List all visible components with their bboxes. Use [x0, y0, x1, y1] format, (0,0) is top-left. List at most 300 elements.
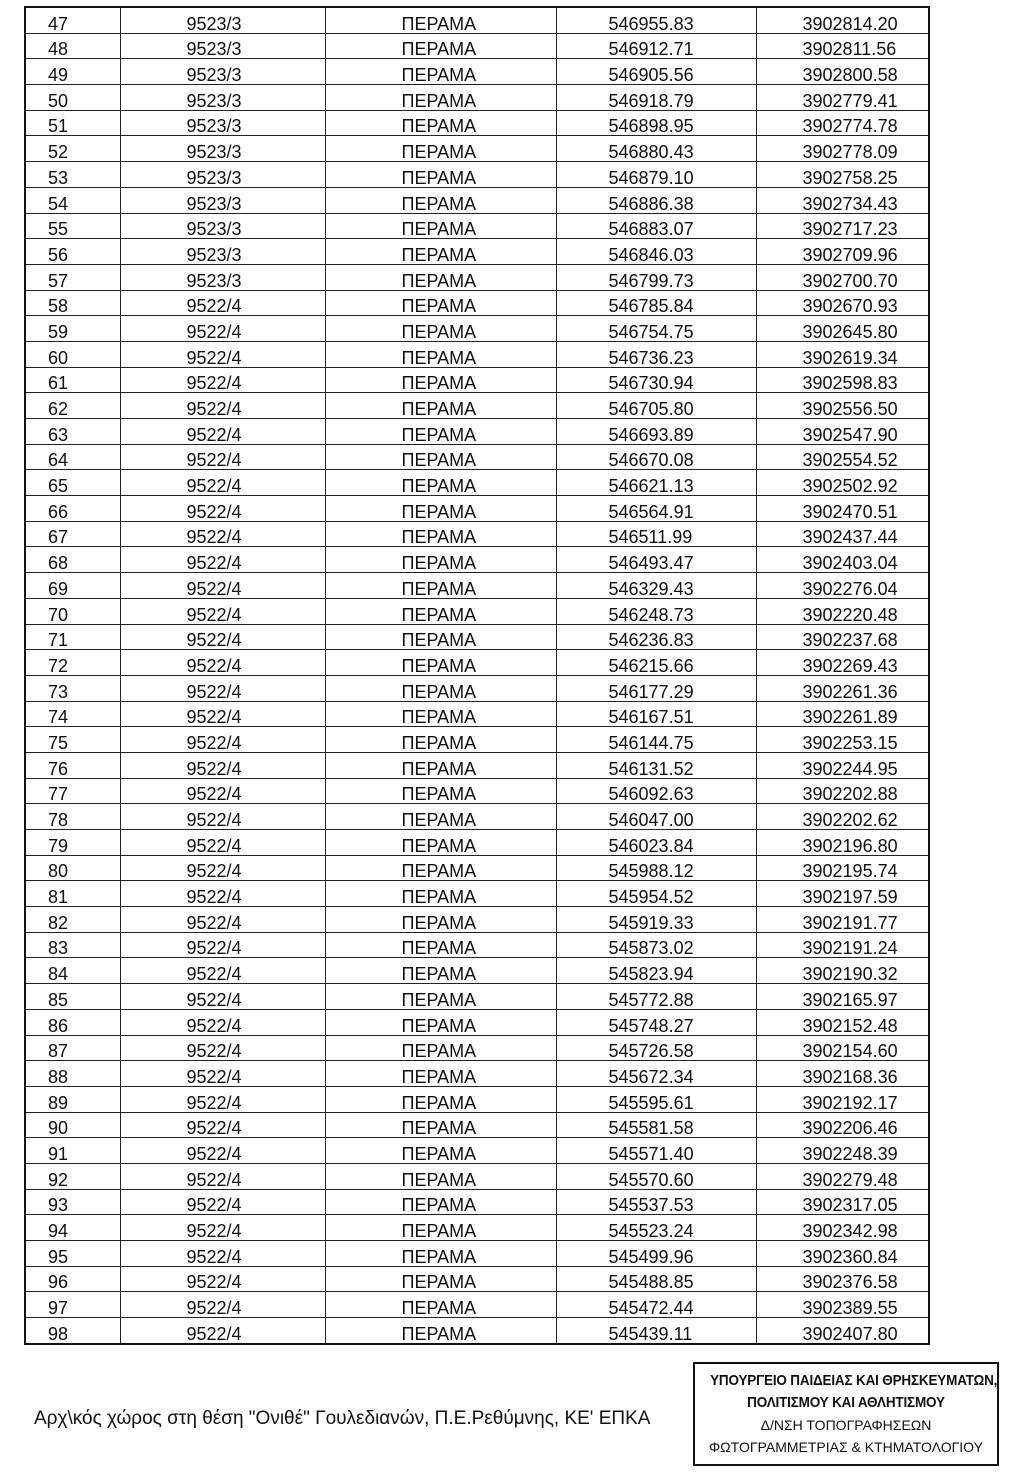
y-coordinate-cell: 3902317.05 — [756, 1189, 929, 1215]
x-coordinate-cell: 546879.10 — [556, 162, 756, 188]
table-row — [25, 1163, 929, 1189]
parcel-cell: 9522/4 — [120, 804, 325, 830]
point-number-cell: 89 — [25, 1086, 120, 1112]
table-row — [25, 1138, 929, 1164]
point-number-cell: 66 — [25, 496, 120, 522]
parcel-cell: 9522/4 — [120, 907, 325, 933]
x-coordinate-cell: 546883.07 — [556, 213, 756, 239]
table-row — [25, 341, 929, 367]
y-coordinate-cell: 3902276.04 — [756, 573, 929, 599]
parcel-cell: 9522/4 — [120, 830, 325, 856]
point-number-cell: 76 — [25, 752, 120, 778]
point-number-cell: 94 — [25, 1215, 120, 1241]
point-number-cell: 68 — [25, 547, 120, 573]
y-coordinate-cell: 3902220.48 — [756, 598, 929, 624]
x-coordinate-cell: 545472.44 — [556, 1292, 756, 1318]
table-row — [25, 1112, 929, 1138]
location-cell: ΠΕΡΑΜΑ — [325, 367, 556, 393]
location-cell: ΠΕΡΑΜΑ — [325, 727, 556, 753]
location-cell: ΠΕΡΑΜΑ — [325, 213, 556, 239]
y-coordinate-cell: 3902800.58 — [756, 59, 929, 85]
point-number-cell: 71 — [25, 624, 120, 650]
location-cell: ΠΕΡΑΜΑ — [325, 804, 556, 830]
location-cell: ΠΕΡΑΜΑ — [325, 470, 556, 496]
parcel-cell: 9522/4 — [120, 984, 325, 1010]
point-number-cell: 85 — [25, 984, 120, 1010]
point-number-cell: 47 — [25, 7, 120, 33]
parcel-cell: 9522/4 — [120, 290, 325, 316]
table-row — [25, 855, 929, 881]
x-coordinate-cell: 545772.88 — [556, 984, 756, 1010]
location-cell: ΠΕΡΑΜΑ — [325, 341, 556, 367]
location-cell: ΠΕΡΑΜΑ — [325, 958, 556, 984]
x-coordinate-cell: 546754.75 — [556, 316, 756, 342]
location-cell: ΠΕΡΑΜΑ — [325, 881, 556, 907]
y-coordinate-cell: 3902191.24 — [756, 932, 929, 958]
location-cell: ΠΕΡΑΜΑ — [325, 1086, 556, 1112]
x-coordinate-cell: 546167.51 — [556, 701, 756, 727]
point-number-cell: 60 — [25, 341, 120, 367]
y-coordinate-cell: 3902598.83 — [756, 367, 929, 393]
point-number-cell: 91 — [25, 1138, 120, 1164]
point-number-cell: 52 — [25, 136, 120, 162]
parcel-cell: 9522/4 — [120, 1292, 325, 1318]
table-row — [25, 1292, 929, 1318]
y-coordinate-cell: 3902376.58 — [756, 1266, 929, 1292]
x-coordinate-cell: 546918.79 — [556, 85, 756, 111]
x-coordinate-cell: 546023.84 — [556, 830, 756, 856]
y-coordinate-cell: 3902437.44 — [756, 521, 929, 547]
x-coordinate-cell: 545439.11 — [556, 1318, 756, 1344]
x-coordinate-cell: 546511.99 — [556, 521, 756, 547]
table-row — [25, 1086, 929, 1112]
x-coordinate-cell: 546886.38 — [556, 187, 756, 213]
table-row — [25, 1266, 929, 1292]
y-coordinate-cell: 3902261.89 — [756, 701, 929, 727]
x-coordinate-cell: 545919.33 — [556, 907, 756, 933]
parcel-cell: 9522/4 — [120, 958, 325, 984]
y-coordinate-cell: 3902195.74 — [756, 855, 929, 881]
parcel-cell: 9522/4 — [120, 675, 325, 701]
x-coordinate-cell: 546693.89 — [556, 419, 756, 445]
table-row — [25, 804, 929, 830]
x-coordinate-cell: 545873.02 — [556, 932, 756, 958]
x-coordinate-cell: 546736.23 — [556, 341, 756, 367]
table-row — [25, 239, 929, 265]
x-coordinate-cell: 546493.47 — [556, 547, 756, 573]
y-coordinate-cell: 3902152.48 — [756, 1009, 929, 1035]
table-row — [25, 701, 929, 727]
y-coordinate-cell: 3902237.68 — [756, 624, 929, 650]
location-cell: ΠΕΡΑΜΑ — [325, 393, 556, 419]
parcel-cell: 9522/4 — [120, 1035, 325, 1061]
parcel-cell: 9523/3 — [120, 7, 325, 33]
point-number-cell: 80 — [25, 855, 120, 881]
parcel-cell: 9522/4 — [120, 881, 325, 907]
y-coordinate-cell: 3902403.04 — [756, 547, 929, 573]
x-coordinate-cell: 546799.73 — [556, 264, 756, 290]
parcel-cell: 9522/4 — [120, 341, 325, 367]
parcel-cell: 9522/4 — [120, 444, 325, 470]
location-cell: ΠΕΡΑΜΑ — [325, 162, 556, 188]
x-coordinate-cell: 545488.85 — [556, 1266, 756, 1292]
point-number-cell: 56 — [25, 239, 120, 265]
parcel-cell: 9522/4 — [120, 855, 325, 881]
location-cell: ΠΕΡΑΜΑ — [325, 1318, 556, 1344]
table-row — [25, 650, 929, 676]
y-coordinate-cell: 3902342.98 — [756, 1215, 929, 1241]
y-coordinate-cell: 3902389.55 — [756, 1292, 929, 1318]
y-coordinate-cell: 3902814.20 — [756, 7, 929, 33]
point-number-cell: 70 — [25, 598, 120, 624]
table-row — [25, 367, 929, 393]
table-row — [25, 830, 929, 856]
point-number-cell: 57 — [25, 264, 120, 290]
table-row — [25, 547, 929, 573]
y-coordinate-cell: 3902556.50 — [756, 393, 929, 419]
y-coordinate-cell: 3902253.15 — [756, 727, 929, 753]
y-coordinate-cell: 3902206.46 — [756, 1112, 929, 1138]
location-cell: ΠΕΡΑΜΑ — [325, 624, 556, 650]
parcel-cell: 9522/4 — [120, 393, 325, 419]
y-coordinate-cell: 3902248.39 — [756, 1138, 929, 1164]
y-coordinate-cell: 3902269.43 — [756, 650, 929, 676]
point-number-cell: 62 — [25, 393, 120, 419]
location-cell: ΠΕΡΑΜΑ — [325, 496, 556, 522]
point-number-cell: 63 — [25, 419, 120, 445]
point-number-cell: 88 — [25, 1061, 120, 1087]
parcel-cell: 9523/3 — [120, 85, 325, 111]
table-row — [25, 521, 929, 547]
y-coordinate-cell: 3902645.80 — [756, 316, 929, 342]
parcel-cell: 9522/4 — [120, 470, 325, 496]
location-cell: ΠΕΡΑΜΑ — [325, 752, 556, 778]
location-cell: ΠΕΡΑΜΑ — [325, 1112, 556, 1138]
y-coordinate-cell: 3902470.51 — [756, 496, 929, 522]
y-coordinate-cell: 3902717.23 — [756, 213, 929, 239]
point-number-cell: 49 — [25, 59, 120, 85]
point-number-cell: 59 — [25, 316, 120, 342]
parcel-cell: 9522/4 — [120, 367, 325, 393]
parcel-cell: 9522/4 — [120, 701, 325, 727]
point-number-cell: 97 — [25, 1292, 120, 1318]
table-row — [25, 881, 929, 907]
y-coordinate-cell: 3902758.25 — [756, 162, 929, 188]
y-coordinate-cell: 3902168.36 — [756, 1061, 929, 1087]
x-coordinate-cell: 546215.66 — [556, 650, 756, 676]
location-cell: ΠΕΡΑΜΑ — [325, 1009, 556, 1035]
x-coordinate-cell: 545537.53 — [556, 1189, 756, 1215]
y-coordinate-cell: 3902700.70 — [756, 264, 929, 290]
point-number-cell: 78 — [25, 804, 120, 830]
table-row — [25, 907, 929, 933]
parcel-cell: 9523/3 — [120, 33, 325, 59]
point-number-cell: 61 — [25, 367, 120, 393]
y-coordinate-cell: 3902779.41 — [756, 85, 929, 111]
parcel-cell: 9522/4 — [120, 727, 325, 753]
point-number-cell: 69 — [25, 573, 120, 599]
location-cell: ΠΕΡΑΜΑ — [325, 7, 556, 33]
location-cell: ΠΕΡΑΜΑ — [325, 136, 556, 162]
y-coordinate-cell: 3902202.88 — [756, 778, 929, 804]
point-number-cell: 83 — [25, 932, 120, 958]
location-cell: ΠΕΡΑΜΑ — [325, 1215, 556, 1241]
parcel-cell: 9522/4 — [120, 1215, 325, 1241]
table-row — [25, 59, 929, 85]
parcel-cell: 9522/4 — [120, 1189, 325, 1215]
x-coordinate-cell: 545581.58 — [556, 1112, 756, 1138]
point-number-cell: 98 — [25, 1318, 120, 1344]
x-coordinate-cell: 545823.94 — [556, 958, 756, 984]
y-coordinate-cell: 3902190.32 — [756, 958, 929, 984]
x-coordinate-cell: 546705.80 — [556, 393, 756, 419]
table-row — [25, 1241, 929, 1267]
table-row — [25, 624, 929, 650]
location-cell: ΠΕΡΑΜΑ — [325, 187, 556, 213]
y-coordinate-cell: 3902197.59 — [756, 881, 929, 907]
table-row — [25, 675, 929, 701]
table-row — [25, 958, 929, 984]
y-coordinate-cell: 3902261.36 — [756, 675, 929, 701]
x-coordinate-cell: 545499.96 — [556, 1241, 756, 1267]
table-row — [25, 213, 929, 239]
location-cell: ΠΕΡΑΜΑ — [325, 984, 556, 1010]
point-number-cell: 50 — [25, 85, 120, 111]
point-number-cell: 48 — [25, 33, 120, 59]
x-coordinate-cell: 546047.00 — [556, 804, 756, 830]
stamp-line-department: ΦΩΤΟΓΡΑΜΜΕΤΡΙΑΣ & ΚΤΗΜΑΤΟΛΟΓΙΟΥ — [709, 1439, 983, 1455]
table-row — [25, 187, 929, 213]
y-coordinate-cell: 3902154.60 — [756, 1035, 929, 1061]
parcel-cell: 9522/4 — [120, 1318, 325, 1344]
point-number-cell: 64 — [25, 444, 120, 470]
y-coordinate-cell: 3902554.52 — [756, 444, 929, 470]
table-row — [25, 393, 929, 419]
x-coordinate-cell: 546177.29 — [556, 675, 756, 701]
parcel-cell: 9522/4 — [120, 1241, 325, 1267]
x-coordinate-cell: 546730.94 — [556, 367, 756, 393]
location-cell: ΠΕΡΑΜΑ — [325, 239, 556, 265]
table-row — [25, 778, 929, 804]
y-coordinate-cell: 3902196.80 — [756, 830, 929, 856]
table-row — [25, 444, 929, 470]
parcel-cell: 9523/3 — [120, 162, 325, 188]
x-coordinate-cell: 546248.73 — [556, 598, 756, 624]
point-number-cell: 87 — [25, 1035, 120, 1061]
x-coordinate-cell: 545595.61 — [556, 1086, 756, 1112]
point-number-cell: 93 — [25, 1189, 120, 1215]
x-coordinate-cell: 545954.52 — [556, 881, 756, 907]
location-cell: ΠΕΡΑΜΑ — [325, 932, 556, 958]
parcel-cell: 9523/3 — [120, 136, 325, 162]
table-row — [25, 316, 929, 342]
location-cell: ΠΕΡΑΜΑ — [325, 701, 556, 727]
location-cell: ΠΕΡΑΜΑ — [325, 1138, 556, 1164]
x-coordinate-cell: 545726.58 — [556, 1035, 756, 1061]
parcel-cell: 9522/4 — [120, 496, 325, 522]
point-number-cell: 53 — [25, 162, 120, 188]
point-number-cell: 54 — [25, 187, 120, 213]
y-coordinate-cell: 3902502.92 — [756, 470, 929, 496]
x-coordinate-cell: 546670.08 — [556, 444, 756, 470]
location-cell: ΠΕΡΑΜΑ — [325, 650, 556, 676]
parcel-cell: 9522/4 — [120, 316, 325, 342]
x-coordinate-cell: 545571.40 — [556, 1138, 756, 1164]
point-number-cell: 58 — [25, 290, 120, 316]
parcel-cell: 9522/4 — [120, 1061, 325, 1087]
point-number-cell: 90 — [25, 1112, 120, 1138]
table-row — [25, 984, 929, 1010]
parcel-cell: 9522/4 — [120, 521, 325, 547]
x-coordinate-cell: 546144.75 — [556, 727, 756, 753]
table-row — [25, 419, 929, 445]
location-cell: ΠΕΡΑΜΑ — [325, 1292, 556, 1318]
point-number-cell: 74 — [25, 701, 120, 727]
location-cell: ΠΕΡΑΜΑ — [325, 264, 556, 290]
parcel-cell: 9523/3 — [120, 59, 325, 85]
table-row — [25, 1061, 929, 1087]
point-number-cell: 67 — [25, 521, 120, 547]
point-number-cell: 92 — [25, 1163, 120, 1189]
ministry-stamp — [693, 1362, 999, 1466]
y-coordinate-cell: 3902191.77 — [756, 907, 929, 933]
table-row — [25, 1215, 929, 1241]
table-row — [25, 727, 929, 753]
point-number-cell: 82 — [25, 907, 120, 933]
location-cell: ΠΕΡΑΜΑ — [325, 598, 556, 624]
location-cell: ΠΕΡΑΜΑ — [325, 675, 556, 701]
parcel-cell: 9522/4 — [120, 547, 325, 573]
location-cell: ΠΕΡΑΜΑ — [325, 85, 556, 111]
point-number-cell: 77 — [25, 778, 120, 804]
location-cell: ΠΕΡΑΜΑ — [325, 59, 556, 85]
x-coordinate-cell: 545748.27 — [556, 1009, 756, 1035]
table-row — [25, 598, 929, 624]
parcel-cell: 9523/3 — [120, 239, 325, 265]
table-row — [25, 33, 929, 59]
point-number-cell: 72 — [25, 650, 120, 676]
table-row — [25, 1009, 929, 1035]
y-coordinate-cell: 3902165.97 — [756, 984, 929, 1010]
coordinates-table — [24, 6, 930, 1345]
x-coordinate-cell: 545672.34 — [556, 1061, 756, 1087]
parcel-cell: 9522/4 — [120, 598, 325, 624]
x-coordinate-cell: 546236.83 — [556, 624, 756, 650]
parcel-cell: 9522/4 — [120, 1138, 325, 1164]
parcel-cell: 9523/3 — [120, 264, 325, 290]
y-coordinate-cell: 3902734.43 — [756, 187, 929, 213]
location-cell: ΠΕΡΑΜΑ — [325, 1266, 556, 1292]
point-number-cell: 51 — [25, 110, 120, 136]
y-coordinate-cell: 3902811.56 — [756, 33, 929, 59]
table-row — [25, 290, 929, 316]
location-cell: ΠΕΡΑΜΑ — [325, 1241, 556, 1267]
location-cell: ΠΕΡΑΜΑ — [325, 33, 556, 59]
y-coordinate-cell: 3902709.96 — [756, 239, 929, 265]
parcel-cell: 9523/3 — [120, 213, 325, 239]
coordinates-table-body — [25, 7, 929, 1344]
y-coordinate-cell: 3902547.90 — [756, 419, 929, 445]
y-coordinate-cell: 3902619.34 — [756, 341, 929, 367]
y-coordinate-cell: 3902192.17 — [756, 1086, 929, 1112]
table-row — [25, 932, 929, 958]
parcel-cell: 9523/3 — [120, 110, 325, 136]
y-coordinate-cell: 3902202.62 — [756, 804, 929, 830]
x-coordinate-cell: 546621.13 — [556, 470, 756, 496]
table-row — [25, 496, 929, 522]
location-cell: ΠΕΡΑΜΑ — [325, 1163, 556, 1189]
table-row — [25, 470, 929, 496]
parcel-cell: 9522/4 — [120, 1009, 325, 1035]
point-number-cell: 81 — [25, 881, 120, 907]
parcel-cell: 9522/4 — [120, 932, 325, 958]
location-cell: ΠΕΡΑΜΑ — [325, 830, 556, 856]
table-row — [25, 85, 929, 111]
parcel-cell: 9522/4 — [120, 752, 325, 778]
location-cell: ΠΕΡΑΜΑ — [325, 573, 556, 599]
location-cell: ΠΕΡΑΜΑ — [325, 521, 556, 547]
y-coordinate-cell: 3902279.48 — [756, 1163, 929, 1189]
table-row — [25, 1035, 929, 1061]
location-cell: ΠΕΡΑΜΑ — [325, 855, 556, 881]
point-number-cell: 96 — [25, 1266, 120, 1292]
x-coordinate-cell: 546905.56 — [556, 59, 756, 85]
parcel-cell: 9522/4 — [120, 419, 325, 445]
location-cell: ΠΕΡΑΜΑ — [325, 444, 556, 470]
parcel-cell: 9523/3 — [120, 187, 325, 213]
location-cell: ΠΕΡΑΜΑ — [325, 316, 556, 342]
stamp-line-directorate: Δ/ΝΣΗ ΤΟΠΟΓΡΑΦΗΣΕΩΝ — [760, 1417, 932, 1433]
location-cell: ΠΕΡΑΜΑ — [325, 1061, 556, 1087]
site-caption: Αρχ\κός χώρος στη θέση "Ονιθέ" Γουλεδιανών, Π.Ε.Ρεθύμνης, ΚΕ' ΕΠΚΑ — [34, 1408, 651, 1429]
point-number-cell: 55 — [25, 213, 120, 239]
parcel-cell: 9522/4 — [120, 624, 325, 650]
point-number-cell: 65 — [25, 470, 120, 496]
x-coordinate-cell: 546329.43 — [556, 573, 756, 599]
x-coordinate-cell: 546912.71 — [556, 33, 756, 59]
point-number-cell: 86 — [25, 1009, 120, 1035]
y-coordinate-cell: 3902774.78 — [756, 110, 929, 136]
location-cell: ΠΕΡΑΜΑ — [325, 1035, 556, 1061]
y-coordinate-cell: 3902670.93 — [756, 290, 929, 316]
location-cell: ΠΕΡΑΜΑ — [325, 907, 556, 933]
x-coordinate-cell: 546564.91 — [556, 496, 756, 522]
y-coordinate-cell: 3902244.95 — [756, 752, 929, 778]
x-coordinate-cell: 545570.60 — [556, 1163, 756, 1189]
table-row — [25, 136, 929, 162]
table-row — [25, 110, 929, 136]
location-cell: ΠΕΡΑΜΑ — [325, 547, 556, 573]
y-coordinate-cell: 3902360.84 — [756, 1241, 929, 1267]
parcel-cell: 9522/4 — [120, 1112, 325, 1138]
table-row — [25, 7, 929, 33]
stamp-line-culture: ΠΟΛΙΤΙΣΜΟΥ ΚΑΙ ΑΘΛΗΤΙΣΜΟΥ — [747, 1394, 945, 1411]
stamp-line-ministry: ΥΠΟΥΡΓΕΙΟ ΠΑΙΔΕΙΑΣ ΚΑΙ ΘΡΗΣΚΕΥΜΑΤΩΝ, — [710, 1372, 998, 1389]
x-coordinate-cell: 545988.12 — [556, 855, 756, 881]
y-coordinate-cell: 3902778.09 — [756, 136, 929, 162]
point-number-cell: 73 — [25, 675, 120, 701]
x-coordinate-cell: 546131.52 — [556, 752, 756, 778]
point-number-cell: 95 — [25, 1241, 120, 1267]
parcel-cell: 9522/4 — [120, 1266, 325, 1292]
point-number-cell: 79 — [25, 830, 120, 856]
x-coordinate-cell: 546880.43 — [556, 136, 756, 162]
parcel-cell: 9522/4 — [120, 573, 325, 599]
location-cell: ΠΕΡΑΜΑ — [325, 290, 556, 316]
point-number-cell: 75 — [25, 727, 120, 753]
parcel-cell: 9522/4 — [120, 778, 325, 804]
point-number-cell: 84 — [25, 958, 120, 984]
